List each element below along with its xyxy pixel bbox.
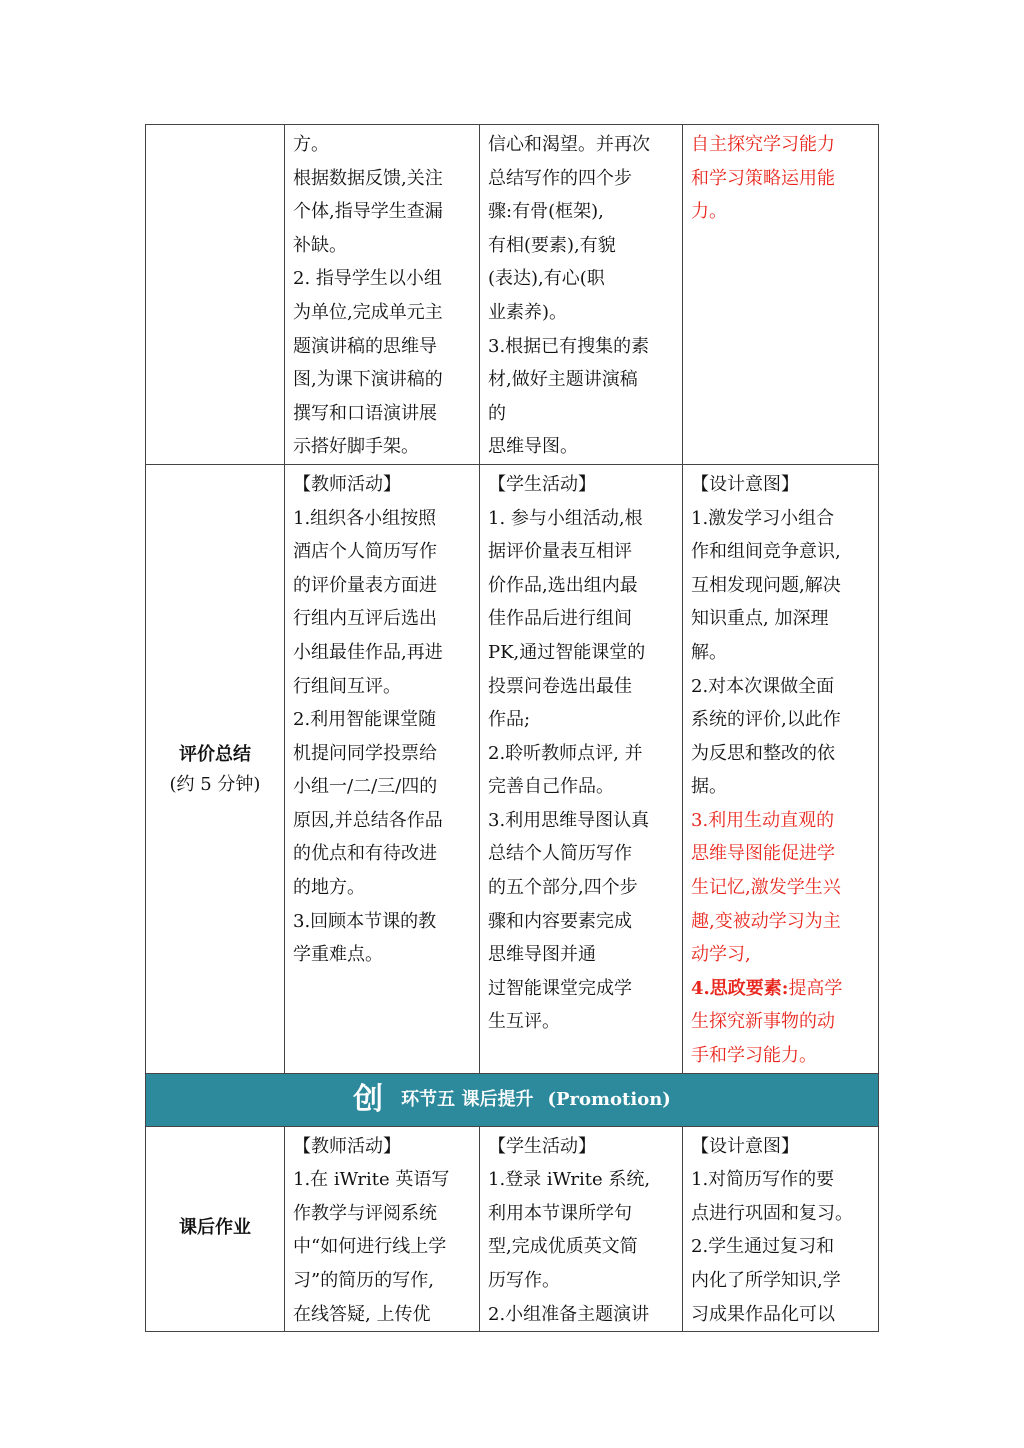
text-line: 作品; bbox=[488, 709, 531, 731]
banner-english: (Promotion) bbox=[547, 1088, 671, 1110]
table-row-evaluation bbox=[146, 464, 879, 1073]
text-line: 行组间互评。 bbox=[293, 675, 401, 697]
student-activity-cell bbox=[480, 464, 683, 1073]
text-line: 3.根据已有搜集的素 bbox=[488, 335, 650, 357]
stage-label-evaluation bbox=[146, 464, 285, 1073]
design-intent-black bbox=[691, 468, 870, 804]
text-line: 互相发现问题,解决 bbox=[691, 574, 841, 596]
text-line: 动学习, bbox=[691, 944, 751, 966]
student-activity-cell bbox=[480, 125, 683, 465]
design-intent-cell bbox=[683, 125, 879, 465]
text-line: 补缺。 bbox=[293, 234, 347, 256]
ideology-text-line: 生探究新事物的动 bbox=[691, 1011, 835, 1033]
text-line: 和学习策略运用能 bbox=[691, 167, 835, 189]
text-line: 2.小组准备主题演讲 bbox=[488, 1303, 650, 1325]
text-line: 的评价量表方面进 bbox=[293, 574, 437, 596]
text-line: 材,做好主题讲演稿 bbox=[488, 369, 638, 391]
text-line: 趣,变被动学习为主 bbox=[691, 910, 841, 932]
text-line: 习”的简历的写作, bbox=[293, 1270, 434, 1291]
teacher-activity-cell bbox=[285, 1126, 480, 1332]
design-intent-cell bbox=[683, 464, 879, 1073]
lesson-plan-table bbox=[145, 124, 879, 1332]
text-line: 系统的评价,以此作 bbox=[691, 709, 841, 731]
text-line: 2.利用智能课堂随 bbox=[293, 709, 437, 731]
text-line: 1.对简历写作的要 bbox=[691, 1169, 835, 1191]
text-line: 信心和渴望。并再次 bbox=[488, 134, 650, 155]
stage-label-empty bbox=[146, 125, 285, 465]
text-line: 酒店个人简历写作 bbox=[293, 541, 437, 563]
text-line: 2.对本次课做全面 bbox=[691, 675, 835, 697]
text-line: (表达),有心(职 bbox=[488, 268, 605, 290]
design-intent-red bbox=[691, 804, 870, 972]
text-line: 骤:有骨(框架), bbox=[488, 201, 604, 223]
text-line: 的优点和有待改进 bbox=[293, 843, 437, 865]
text-line: 1. 参与小组活动,根 bbox=[488, 507, 643, 529]
text-line: 方。 bbox=[293, 134, 329, 155]
text-line: 解。 bbox=[691, 641, 727, 663]
stage-label-homework bbox=[146, 1126, 285, 1332]
text-line: 根据数据反馈,关注 bbox=[293, 167, 443, 189]
text-line: 2.聆听教师点评, 并 bbox=[488, 742, 643, 764]
text-line: 自主探究学习能力 bbox=[691, 134, 835, 155]
text-line: 1.组织各小组按照 bbox=[293, 507, 437, 529]
text-line: 内化了所学知识,学 bbox=[691, 1270, 841, 1291]
text-line: 点进行巩固和复习。 bbox=[691, 1202, 853, 1224]
text-line: 【教师活动】 bbox=[293, 1135, 401, 1157]
text-line: 知识重点, 加深理 bbox=[691, 608, 829, 630]
text-line: 【设计意图】 bbox=[691, 1135, 799, 1157]
text-line: 生记忆,激发学生兴 bbox=[691, 877, 841, 899]
text-line: 为单位,完成单元主 bbox=[293, 301, 443, 323]
text-line: 学重难点。 bbox=[293, 944, 383, 966]
text-line: 的 bbox=[488, 402, 506, 424]
teacher-activity-cell bbox=[285, 125, 480, 465]
text-line: 的地方。 bbox=[293, 877, 365, 899]
text-line: 1.在 iWrite 英语写 bbox=[293, 1169, 450, 1191]
ideology-label: 4.思政要素: bbox=[691, 977, 789, 999]
text-line: 有相(要素),有貌 bbox=[488, 234, 616, 256]
text-line: 思维导图并通 bbox=[488, 944, 596, 966]
text-line: 骤和内容要素完成 bbox=[488, 910, 632, 932]
text-line: 【学生活动】 bbox=[488, 1135, 596, 1157]
text-line: 【学生活动】 bbox=[488, 473, 596, 495]
text-line: 2.学生通过复习和 bbox=[691, 1236, 835, 1258]
text-line: 总结写作的四个步 bbox=[488, 167, 632, 189]
text-line: PK,通过智能课堂的 bbox=[488, 641, 646, 663]
text-line: 据。 bbox=[691, 776, 727, 798]
text-line: 个体,指导学生查漏 bbox=[293, 201, 443, 223]
text-line: 生互评。 bbox=[488, 1011, 560, 1033]
text-line: 行组内互评后选出 bbox=[293, 608, 437, 630]
text-line: 小组一/二/三/四的 bbox=[293, 776, 438, 798]
design-intent-cell bbox=[683, 1126, 879, 1332]
text-line: 题演讲稿的思维导 bbox=[293, 335, 437, 357]
table-row-homework bbox=[146, 1126, 879, 1332]
ideology-text-line: 手和学习能力。 bbox=[691, 1045, 817, 1067]
stage-duration: (约 5 分钟) bbox=[169, 774, 261, 796]
text-line: 思维导图能促进学 bbox=[691, 843, 835, 865]
text-line: 图,为课下演讲稿的 bbox=[293, 369, 443, 391]
text-line: 完善自己作品。 bbox=[488, 776, 614, 798]
text-line: 型,完成优质英文简 bbox=[488, 1236, 638, 1258]
section-banner bbox=[146, 1073, 879, 1126]
text-line: 投票问卷选出最佳 bbox=[488, 675, 632, 697]
text-line: 思维导图。 bbox=[488, 436, 578, 458]
text-line: 3.回顾本节课的教 bbox=[293, 910, 437, 932]
stage-title: 课后作业 bbox=[179, 1216, 251, 1238]
banner-title: 环节五 课后提升 bbox=[401, 1088, 534, 1110]
text-line: 总结个人简历写作 bbox=[488, 843, 632, 865]
text-line: 撰写和口语演讲展 bbox=[293, 402, 437, 424]
banner-char: 创 bbox=[353, 1081, 384, 1117]
text-line: 2. 指导学生以小组 bbox=[293, 268, 442, 290]
text-line: 作教学与评阅系统 bbox=[293, 1202, 437, 1224]
text-line: 3.利用思维导图认真 bbox=[488, 809, 650, 831]
design-intent-ideology bbox=[691, 972, 870, 1073]
ideology-text-start: 提高学 bbox=[788, 977, 843, 999]
text-line: 力。 bbox=[691, 201, 727, 223]
text-line: 作和组间竞争意识, bbox=[691, 541, 841, 563]
text-line: 的五个部分,四个步 bbox=[488, 877, 638, 899]
text-line: 原因,并总结各作品 bbox=[293, 809, 443, 831]
text-line: 利用本节课所学句 bbox=[488, 1202, 632, 1224]
text-line: 机提问同学投票给 bbox=[293, 742, 437, 764]
text-line: 3.利用生动直观的 bbox=[691, 809, 835, 831]
text-line: 历写作。 bbox=[488, 1270, 560, 1291]
text-line: 【教师活动】 bbox=[293, 473, 401, 495]
text-line: 习成果作品化可以 bbox=[691, 1303, 835, 1325]
table-row-continued bbox=[146, 125, 879, 465]
text-line: 在线答疑, 上传优 bbox=[293, 1303, 431, 1325]
text-line: 小组最佳作品,再进 bbox=[293, 641, 443, 663]
text-line: 业素养)。 bbox=[488, 301, 568, 323]
text-line: 为反思和整改的依 bbox=[691, 742, 835, 764]
text-line: 1.登录 iWrite 系统, bbox=[488, 1169, 651, 1191]
text-line: 中“如何进行线上学 bbox=[293, 1236, 447, 1258]
text-line: 1.激发学习小组合 bbox=[691, 507, 835, 529]
text-line: 过智能课堂完成学 bbox=[488, 977, 632, 999]
stage-title: 评价总结 bbox=[179, 744, 251, 766]
teacher-activity-cell bbox=[285, 464, 480, 1073]
text-line: 据评价量表互相评 bbox=[488, 541, 632, 563]
student-activity-cell bbox=[480, 1126, 683, 1332]
text-line: 【设计意图】 bbox=[691, 473, 799, 495]
text-line: 佳作品后进行组间 bbox=[488, 608, 632, 630]
text-line: 价作品,选出组内最 bbox=[488, 574, 638, 596]
section-banner-cell bbox=[146, 1073, 879, 1126]
text-line: 示搭好脚手架。 bbox=[293, 436, 419, 458]
